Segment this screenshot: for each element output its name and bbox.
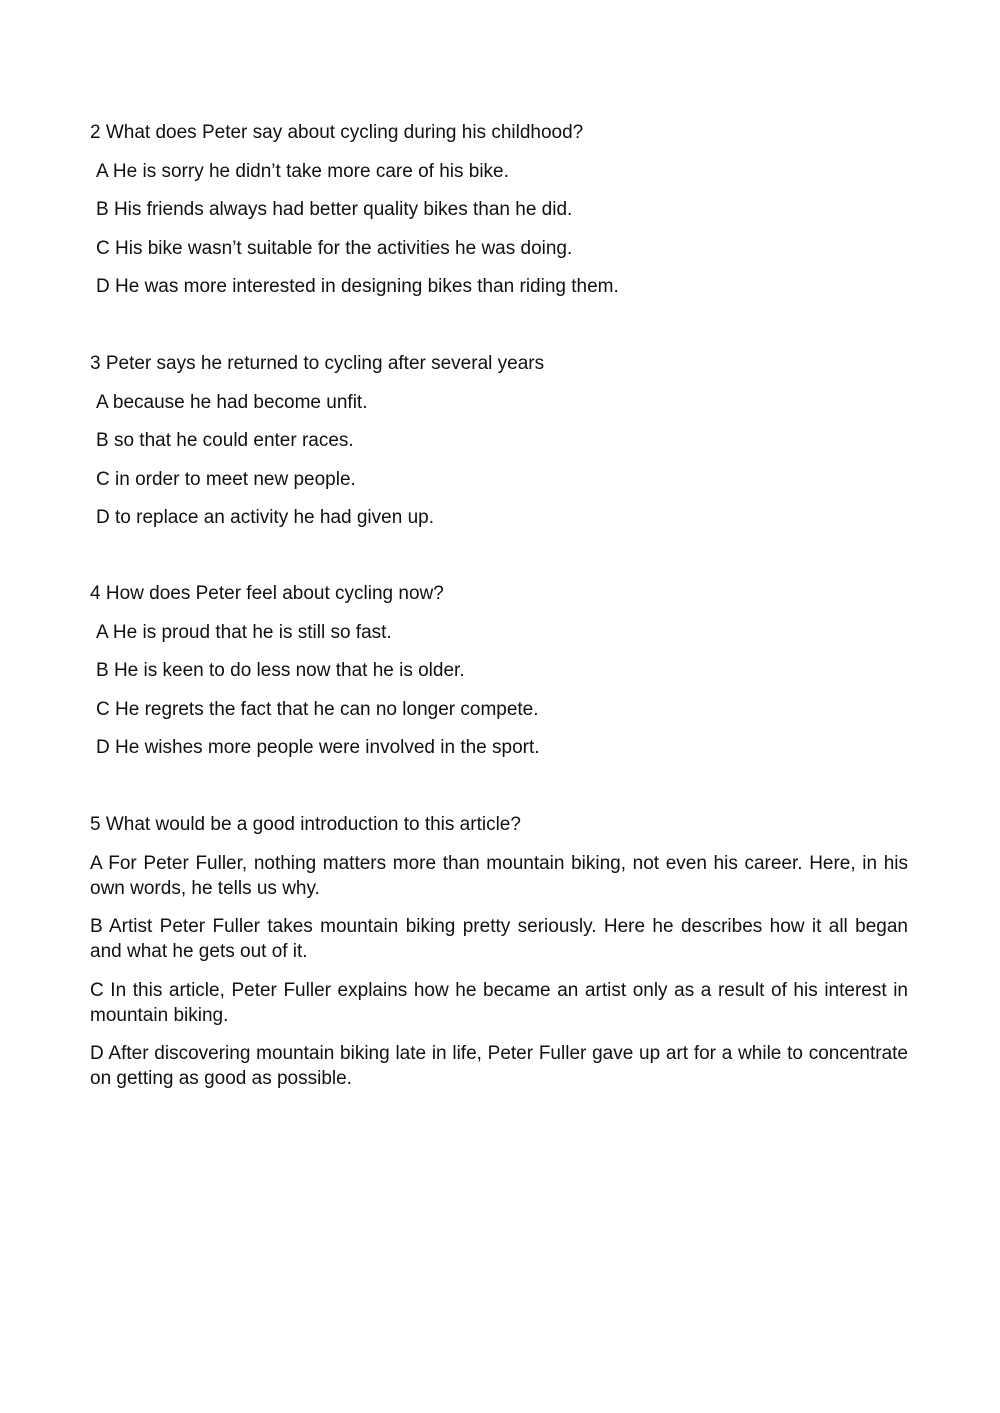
question-5 [90, 812, 908, 1105]
option-b: B His friends always had better quality bikes than he did. [96, 199, 573, 220]
option-a: A For Peter Fuller, nothing matters more than mountain biking, not even his career. Here, in his own words, he tells us why. [90, 852, 908, 899]
option-b: B Artist Peter Fuller takes mountain biking pretty seriously. Here he describes how it all began and what he gets out of it. [90, 916, 908, 962]
question-4 [90, 581, 908, 774]
question-stem: 4 How does Peter feel about cycling now? [90, 583, 444, 604]
option-b: B He is keen to do less now that he is older. [96, 660, 465, 681]
option-d: D He was more interested in designing bikes than riding them. [96, 276, 619, 297]
question-stem: 5 What would be a good introduction to this article? [90, 814, 521, 835]
option-a: A He is proud that he is still so fast. [96, 621, 392, 643]
option-d: D He wishes more people were involved in the sport. [96, 737, 540, 758]
option-a: A He is sorry he didn’t take more care of his bike. [96, 160, 509, 182]
option-c: C He regrets the fact that he can no longer compete. [96, 698, 539, 720]
option-b: B so that he could enter races. [96, 430, 354, 451]
question-3 [90, 351, 908, 544]
option-c: C His bike wasn’t suitable for the activities he was doing. [96, 237, 573, 259]
option-a: A because he had become unfit. [96, 391, 368, 413]
option-d: D After discovering mountain biking late in life, Peter Fuller gave up art for a while to concentrate on getting as good as possible. [90, 1043, 908, 1089]
question-2 [90, 120, 908, 313]
question-stem: 2 What does Peter say about cycling during his childhood? [90, 122, 584, 143]
option-d: D to replace an activity he had given up. [96, 507, 434, 528]
option-c: C In this article, Peter Fuller explains how he became an artist only as a result of his interest in mountain biking. [90, 979, 908, 1026]
question-stem: 3 Peter says he returned to cycling after several years [90, 353, 545, 374]
option-c: C in order to meet new people. [96, 468, 356, 490]
